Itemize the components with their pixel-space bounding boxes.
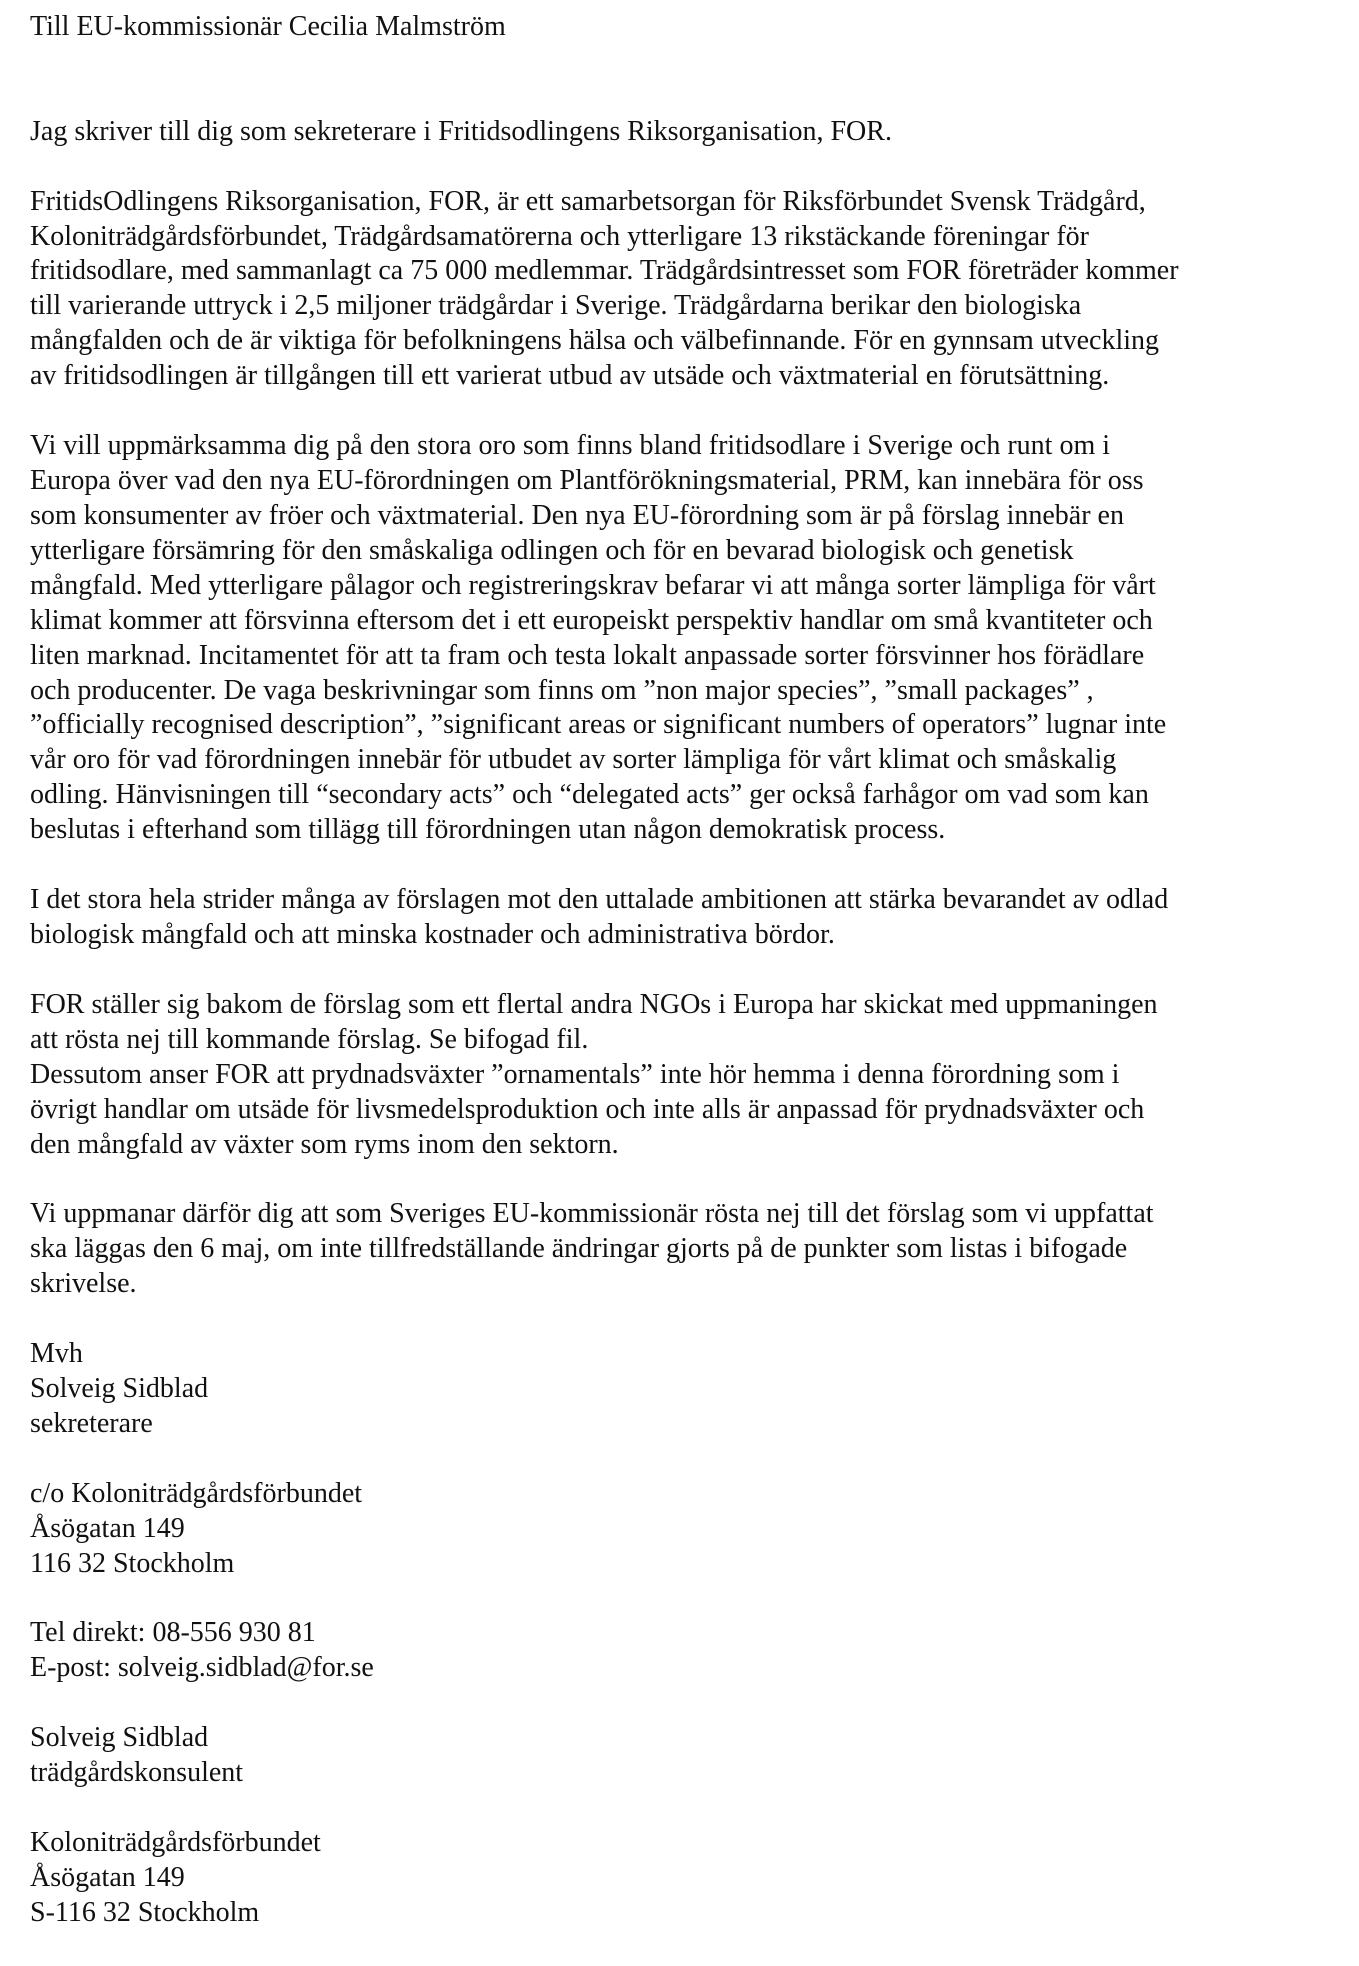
text-line: Koloniträdgårdsförbundet	[30, 1826, 321, 1858]
text-line: 116 32 Stockholm	[30, 1547, 235, 1579]
text-line: av fritidsodlingen är tillgången till ett varierat utbud av utsäde och växtmaterial en förutsättning.	[30, 360, 1110, 392]
text-line: FOR ställer sig bakom de förslag som ett flertal andra NGOs i Europa har skickat med uppmaningen	[30, 988, 1158, 1020]
text-line: I det stora hela strider många av förslagen mot den uttalade ambitionen att stärka bevarandet av odlad	[30, 884, 1169, 916]
text-line: Vi vill uppmärksamma dig på den stora oro som finns bland fritidsodlare i Sverige och runt om i	[30, 430, 1111, 462]
text-line: Koloniträdgårdsförbundet, Trädgårdsamatörerna och ytterligare 13 rikstäckande föreningar för	[30, 220, 1089, 252]
text-line: trädgårdskonsulent	[30, 1757, 244, 1789]
text-line: och producenter. De vaga beskrivningar som finns om ”non major species”, ”small packages” ,	[30, 674, 1094, 706]
address-block	[30, 1477, 1339, 1582]
text-line: skrivelse.	[30, 1268, 137, 1300]
signature-block	[30, 1337, 1339, 1442]
text-line: Till EU-kommissionär Cecilia Malmström	[30, 11, 506, 42]
text-line: Europa över vad den nya EU-förordningen om Plantförökningsmaterial, PRM, kan innebära för oss	[30, 465, 1144, 496]
text-line: odling. Hänvisningen till “secondary acts” och “delegated acts” ger också farhågor om vad som kan	[30, 779, 1149, 811]
about-paragraph	[30, 185, 1339, 395]
intro-paragraph	[30, 115, 1339, 150]
text-line: klimat kommer att försvinna eftersom det i ett europeiskt perspektiv handlar om små kvantiteter och	[30, 604, 1153, 636]
request-paragraph	[30, 1197, 1339, 1302]
text-line: Åsögatan 149	[30, 1861, 185, 1893]
text-line: som konsumenter av fröer och växtmaterial. Den nya EU-förordning som är på förslag innebär en	[30, 499, 1124, 531]
text-line: sekreterare	[30, 1407, 153, 1439]
text-line: beslutas i efterhand som tillägg till förordningen utan någon demokratisk process.	[30, 814, 946, 846]
text-line: Mvh	[30, 1338, 83, 1370]
text-line: Dessutom anser FOR att prydnadsväxter ”ornamentals” inte hör hemma i denna förordning som i	[30, 1058, 1120, 1090]
contact-block	[30, 1616, 1339, 1686]
text-line: liten marknad. Incitamentet för att ta fram och testa lokalt anpassade sorter försvinner hos förädlare	[30, 639, 1145, 671]
summary-paragraph	[30, 883, 1339, 953]
salutation	[30, 10, 1339, 45]
text-line: E-post: solveig.sidblad@for.se	[30, 1652, 374, 1684]
concern-paragraph	[30, 429, 1339, 848]
letter-document	[30, 10, 1339, 1966]
text-line: den mångfald av växter som ryms inom den sektorn.	[30, 1128, 619, 1160]
text-line: Tel direkt: 08-556 930 81	[30, 1617, 316, 1649]
text-line: mångfald. Med ytterligare pålagor och registreringskrav befarar vi att många sorter lämpliga för vårt	[30, 569, 1156, 601]
text-line: övrigt handlar om utsäde för livsmedelsproduktion och inte alls är anpassad för prydnadsväxter och	[30, 1093, 1145, 1125]
text-line: biologisk mångfald och att minska kostnader och administrativa bördor.	[30, 918, 835, 950]
text-line: Åsögatan 149	[30, 1512, 185, 1544]
text-line: ytterligare försämring för den småskaliga odlingen och för en bevarad biologisk och genetisk	[30, 534, 1074, 566]
text-line: Solveig Sidblad	[30, 1372, 209, 1404]
text-line: vår oro för vad förordningen innebär för utbudet av sorter lämpliga för vårt klimat och småskalig	[30, 744, 1117, 776]
text-line: fritidsodlare, med sammanlagt ca 75 000 medlemmar. Trädgårdsintresset som FOR företräder kommer	[30, 255, 1179, 287]
text-line: mångfalden och de är viktiga för befolkningens hälsa och välbefinnande. För en gynnsam utveckling	[30, 325, 1159, 357]
text-line: ”officially recognised description”, ”significant areas or significant numbers of operators” lugnar inte	[30, 709, 1167, 741]
position-paragraph	[30, 988, 1339, 1163]
text-line: Vi uppmanar därför dig att som Sveriges EU-kommissionär rösta nej till det förslag som vi uppfattat	[30, 1198, 1154, 1230]
text-line: Jag skriver till dig som sekreterare i Fritidsodlingens Riksorganisation, FOR.	[30, 115, 892, 147]
text-line: FritidsOdlingens Riksorganisation, FOR, är ett samarbetsorgan för Riksförbundet Svensk Trädgård,	[30, 185, 1146, 217]
text-line: ska läggas den 6 maj, om inte tillfredställande ändringar gjorts på de punkter som listas i bifogade	[30, 1233, 1128, 1265]
text-line: c/o Koloniträdgårdsförbundet	[30, 1477, 363, 1509]
signature-block-2	[30, 1721, 1339, 1791]
text-line: till varierande uttryck i 2,5 miljoner trädgårdar i Sverige. Trädgårdarna berikar den biologiska	[30, 290, 1082, 322]
text-line: Solveig Sidblad	[30, 1722, 209, 1754]
text-line: S-116 32 Stockholm	[30, 1896, 260, 1928]
text-line: att rösta nej till kommande förslag. Se bifogad fil.	[30, 1023, 589, 1055]
address-block-2	[30, 1826, 1339, 1931]
